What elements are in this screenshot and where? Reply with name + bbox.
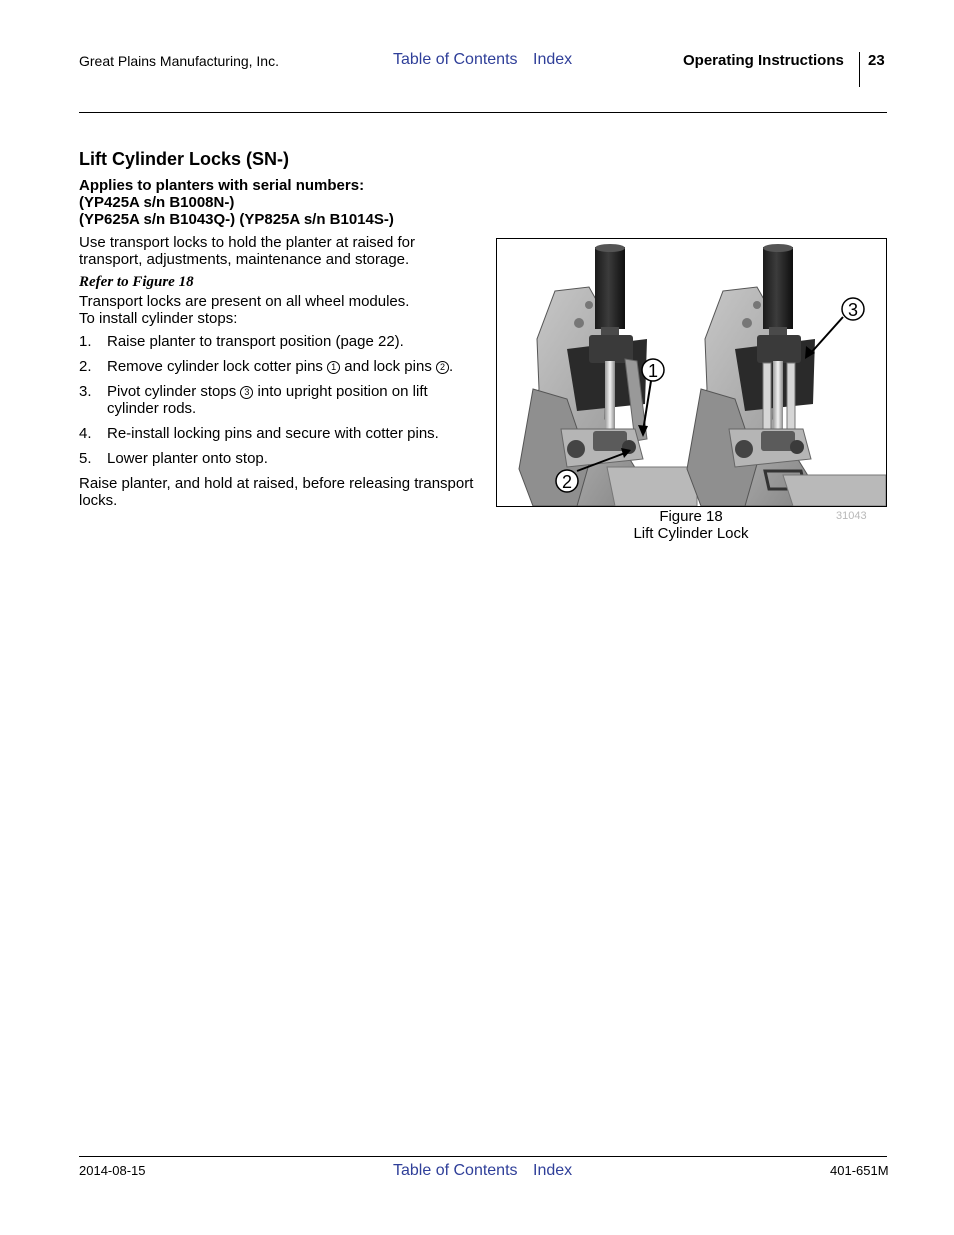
header-toc-link[interactable]: Table of Contents bbox=[393, 51, 518, 68]
right-lock-assembly bbox=[687, 244, 886, 506]
callout-label: 2 bbox=[561, 472, 573, 492]
figure-title: Lift Cylinder Lock bbox=[633, 525, 749, 542]
figure-caption bbox=[496, 508, 886, 542]
section-title: Operating Instructions bbox=[683, 52, 844, 69]
left-lock-assembly bbox=[519, 244, 697, 506]
header-index-link[interactable]: Index bbox=[533, 51, 573, 68]
header-divider bbox=[859, 52, 860, 87]
step-text: . bbox=[448, 358, 454, 375]
footer-index-link[interactable]: Index bbox=[533, 1162, 573, 1179]
intro-paragraph: Use transport locks to hold the planter at raised for transport, adjustments, maintenance and storage. bbox=[79, 234, 416, 268]
step-number: 3. bbox=[79, 383, 92, 400]
footer-toc-link[interactable]: Table of Contents bbox=[393, 1162, 518, 1179]
list-item bbox=[79, 333, 474, 350]
callout-marker: 3 bbox=[240, 386, 253, 399]
step-text: Pivot cylinder stops bbox=[107, 383, 241, 400]
applies-line: (YP425A s/n B1008N-) bbox=[79, 194, 235, 211]
callout-3 bbox=[842, 298, 864, 320]
step-text: Remove cylinder lock cotter pins bbox=[107, 358, 328, 375]
callout-marker: 1 bbox=[327, 361, 340, 374]
list-item bbox=[79, 450, 474, 467]
page-number: 23 bbox=[868, 52, 885, 69]
callout-1 bbox=[642, 359, 664, 381]
list-item bbox=[79, 383, 474, 417]
figure-photo bbox=[496, 238, 887, 507]
content-column bbox=[79, 148, 474, 515]
step-text: into upright position on lift cylinder rods. bbox=[107, 383, 428, 417]
list-item bbox=[79, 425, 474, 442]
step-number: 5. bbox=[79, 450, 92, 467]
page-heading: Lift Cylinder Locks (SN-) bbox=[79, 149, 290, 169]
step-text: and lock pins bbox=[340, 358, 436, 375]
callout-marker: 2 bbox=[436, 361, 449, 374]
cylinder-lock-illustration bbox=[497, 239, 886, 506]
company-name: Great Plains Manufacturing, Inc. bbox=[79, 53, 279, 69]
document-number: 401-651M bbox=[830, 1163, 889, 1178]
callout-2 bbox=[556, 470, 578, 492]
presence-line: To install cylinder stops: bbox=[79, 310, 238, 327]
figure-number: Figure 18 bbox=[659, 508, 723, 525]
step-number: 1. bbox=[79, 333, 92, 350]
step-list bbox=[79, 333, 474, 467]
callout-label: 1 bbox=[647, 361, 659, 381]
footer-date: 2014-08-15 bbox=[79, 1163, 146, 1178]
step-text: Re-install locking pins and secure with cotter pins. bbox=[107, 425, 439, 442]
callout-label: 3 bbox=[847, 300, 859, 320]
step-text: Raise planter to transport position (page 22). bbox=[107, 333, 404, 350]
applies-line: Applies to planters with serial numbers: bbox=[79, 177, 365, 194]
header-rule bbox=[79, 112, 887, 113]
closing-paragraph: Raise planter, and hold at raised, before releasing transport locks. bbox=[79, 475, 474, 509]
presence-line: Transport locks are present on all wheel modules. bbox=[79, 293, 410, 310]
list-item bbox=[79, 358, 474, 375]
image-code: 31043 bbox=[836, 510, 867, 522]
figure-reference: Refer to Figure 18 bbox=[79, 274, 194, 290]
footer-rule bbox=[79, 1156, 887, 1157]
step-number: 4. bbox=[79, 425, 92, 442]
applies-block bbox=[79, 177, 474, 228]
step-number: 2. bbox=[79, 358, 92, 375]
presence-paragraph bbox=[79, 293, 474, 327]
applies-line: (YP625A s/n B1043Q-) (YP825A s/n B1014S-) bbox=[79, 211, 394, 228]
step-text: Lower planter onto stop. bbox=[107, 450, 268, 467]
